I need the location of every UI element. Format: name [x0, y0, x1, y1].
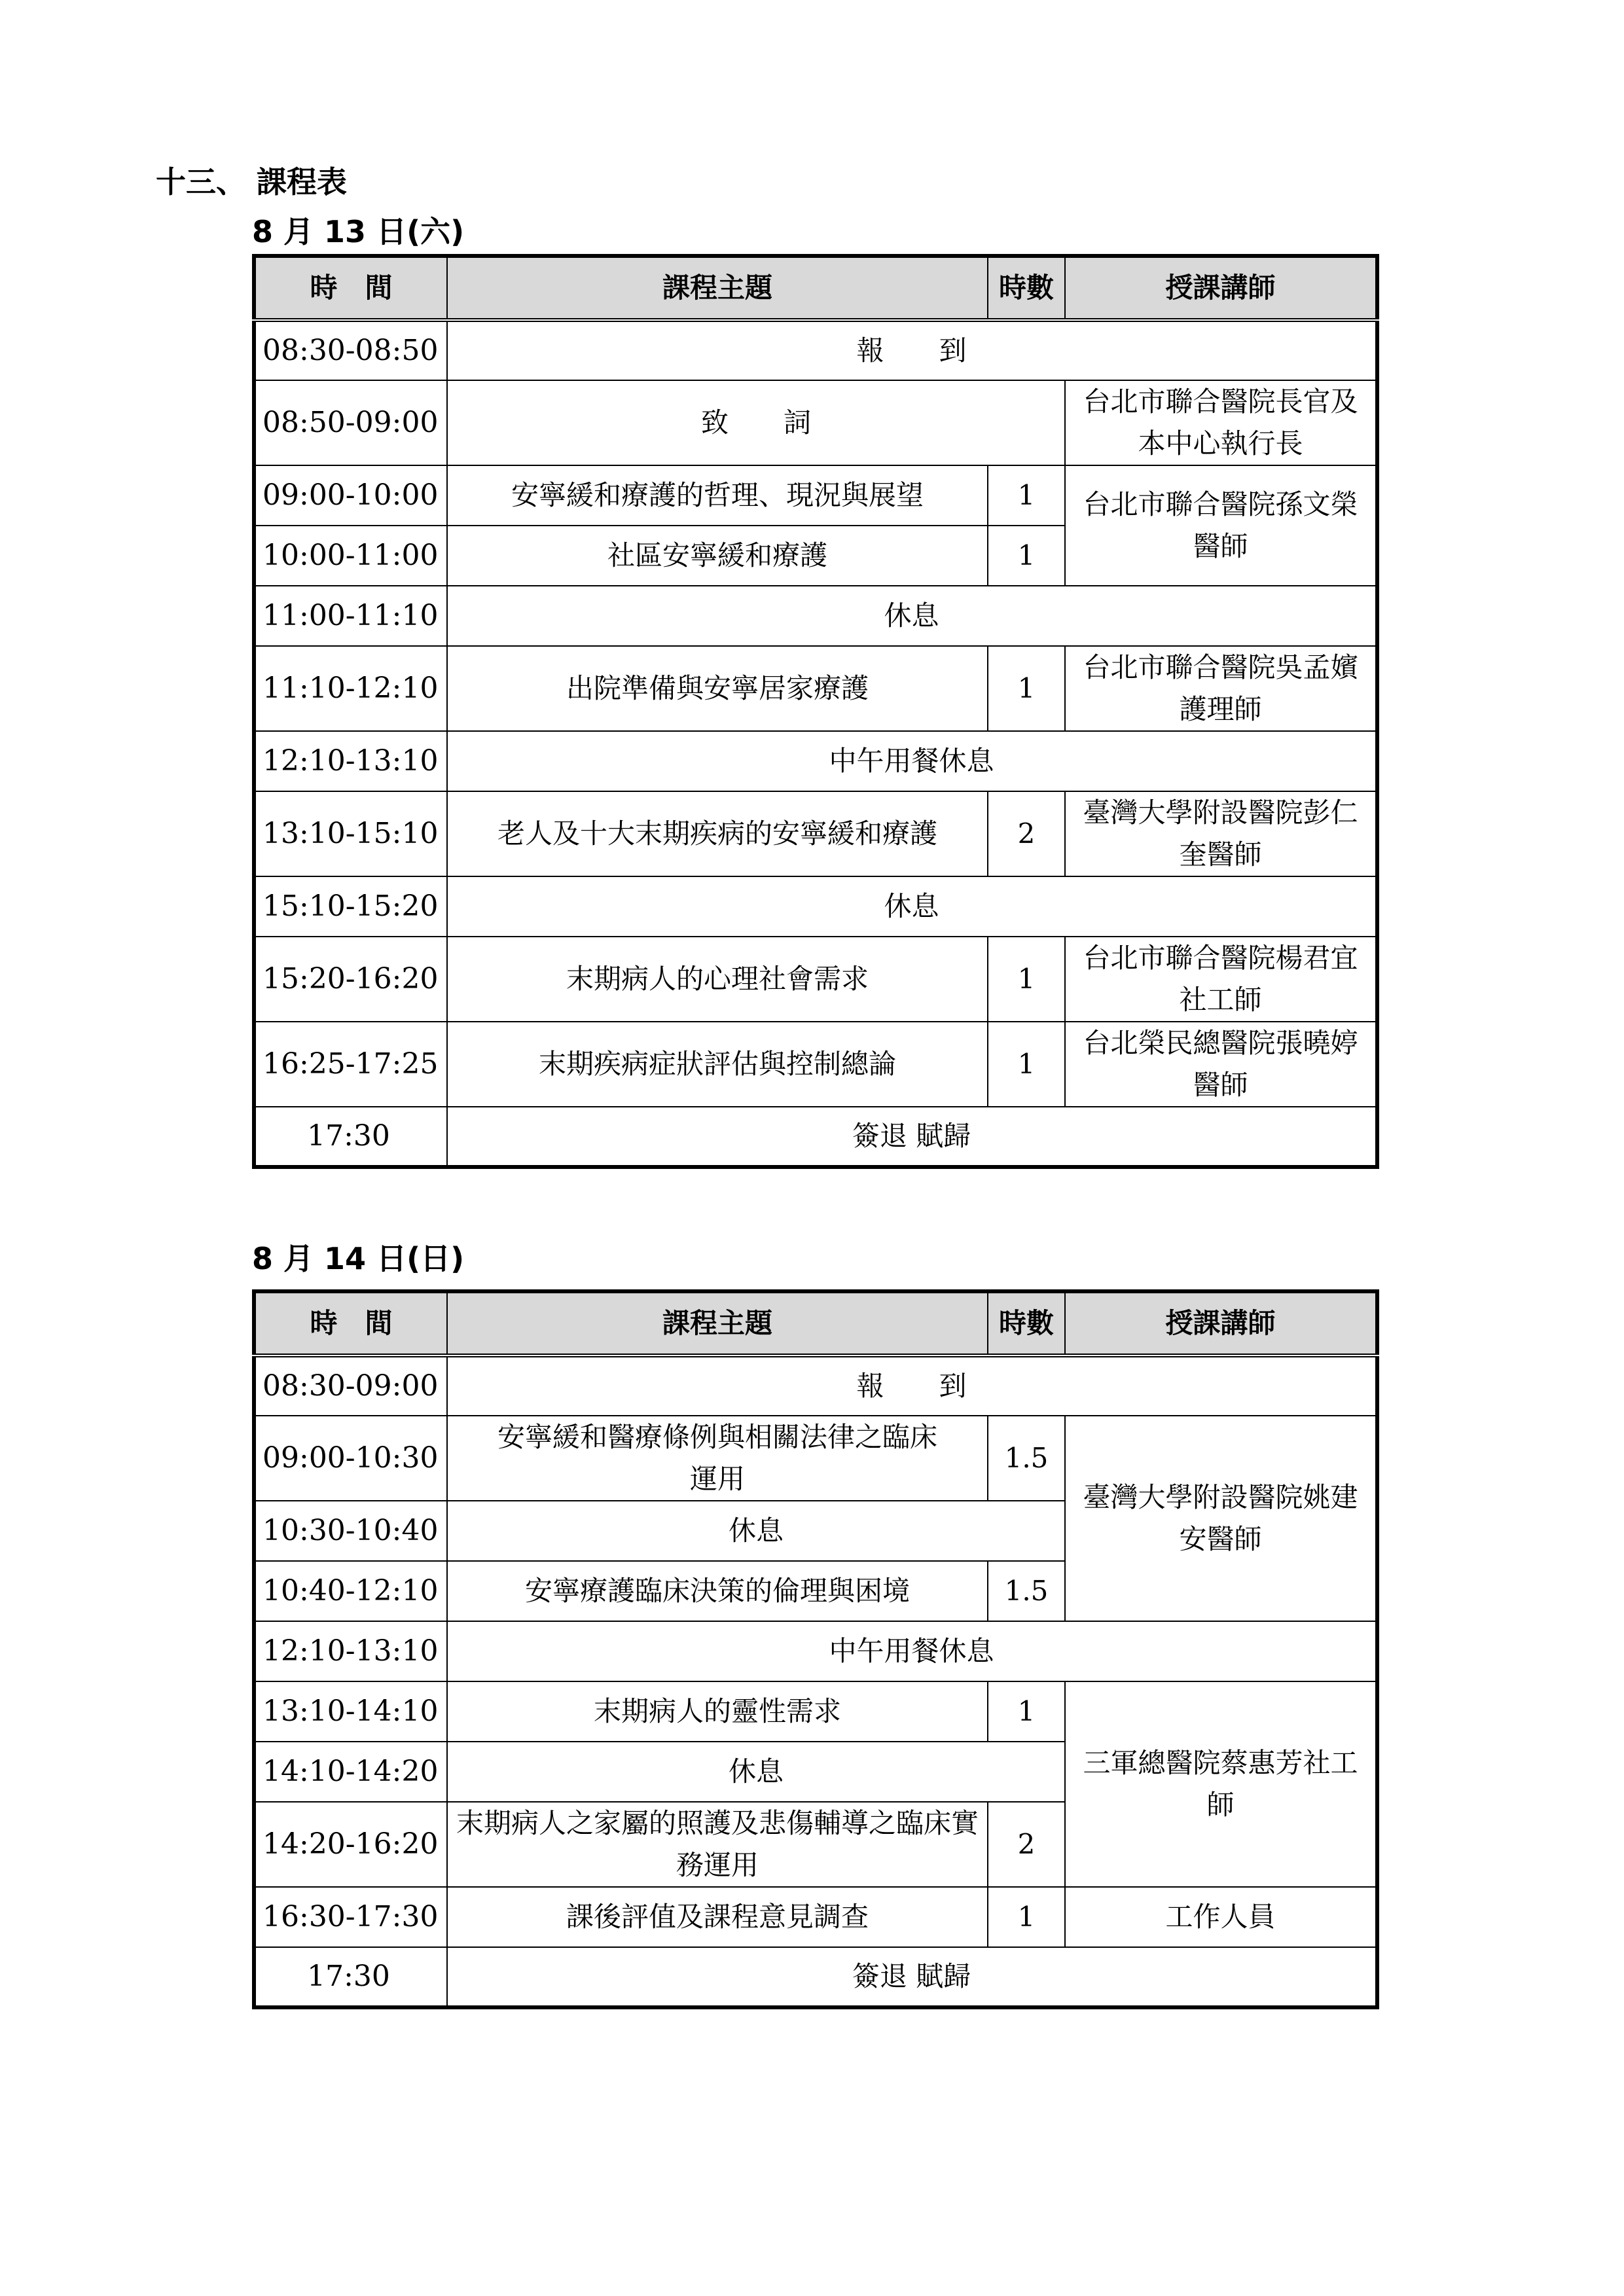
section-heading: 十三、 課程表: [156, 164, 348, 200]
table-header-row: [254, 1291, 1377, 1355]
topic-cell: 簽退 賦歸: [447, 1107, 1377, 1167]
time-cell: 12:10-13:10: [254, 1621, 447, 1681]
header-lecturer: 授課講師: [1065, 1291, 1377, 1355]
topic-cell: 報 到: [447, 320, 1377, 380]
table-row: [254, 1355, 1377, 1416]
topic-cell: 末期病人之家屬的照護及悲傷輔導之臨床實務運用: [447, 1802, 988, 1887]
day2-title: 8 月 14 日(日): [252, 1241, 465, 1276]
day2-schedule-table: [252, 1289, 1379, 2009]
topic-cell: 致 詞: [447, 380, 1065, 465]
time-cell: 17:30: [254, 1107, 447, 1167]
topic-cell: 課後評值及課程意見調查: [447, 1887, 988, 1947]
time-cell: 08:30-08:50: [254, 320, 447, 380]
hours-cell: 1: [988, 1022, 1065, 1107]
topic-cell: 休息: [447, 1501, 1065, 1561]
lecturer-cell: 台北市聯合醫院孫文榮醫師: [1065, 465, 1377, 586]
hours-cell: 1: [988, 1887, 1065, 1947]
topic-cell: 休息: [447, 1742, 1065, 1802]
table-row: [254, 646, 1377, 731]
table-row: [254, 1621, 1377, 1681]
header-time: 時 間: [254, 1291, 447, 1355]
lecturer-cell: 台北市聯合醫院長官及本中心執行長: [1065, 380, 1377, 465]
lecturer-cell: 臺灣大學附設醫院姚建安醫師: [1065, 1416, 1377, 1621]
time-cell: 12:10-13:10: [254, 731, 447, 791]
table-row: [254, 1947, 1377, 2007]
time-cell: 10:30-10:40: [254, 1501, 447, 1561]
table-row: [254, 586, 1377, 646]
lecturer-cell: 工作人員: [1065, 1887, 1377, 1947]
time-cell: 13:10-15:10: [254, 791, 447, 876]
hours-cell: 1: [988, 526, 1065, 586]
time-cell: 08:50-09:00: [254, 380, 447, 465]
hours-cell: 1: [988, 646, 1065, 731]
time-cell: 09:00-10:00: [254, 465, 447, 526]
topic-cell: 末期病人的心理社會需求: [447, 937, 988, 1022]
topic-cell: 老人及十大末期疾病的安寧緩和療護: [447, 791, 988, 876]
header-hours: 時數: [988, 256, 1065, 320]
table-row: [254, 1107, 1377, 1167]
header-lecturer: 授課講師: [1065, 256, 1377, 320]
topic-cell: 出院準備與安寧居家療護: [447, 646, 988, 731]
hours-cell: 1.5: [988, 1416, 1065, 1501]
hours-cell: 1: [988, 937, 1065, 1022]
time-cell: 14:20-16:20: [254, 1802, 447, 1887]
hours-cell: 1.5: [988, 1561, 1065, 1621]
hours-cell: 2: [988, 791, 1065, 876]
day1-title: 8 月 13 日(六): [252, 214, 465, 249]
time-cell: 11:10-12:10: [254, 646, 447, 731]
time-cell: 10:00-11:00: [254, 526, 447, 586]
lecturer-cell: 台北市聯合醫院吳孟嬪護理師: [1065, 646, 1377, 731]
time-cell: 08:30-09:00: [254, 1355, 447, 1416]
table-row: [254, 876, 1377, 937]
time-cell: 15:20-16:20: [254, 937, 447, 1022]
table-row: [254, 731, 1377, 791]
header-topic: 課程主題: [447, 1291, 988, 1355]
topic-cell: 安寧療護臨床決策的倫理與困境: [447, 1561, 988, 1621]
table-header-row: [254, 256, 1377, 320]
time-cell: 14:10-14:20: [254, 1742, 447, 1802]
time-cell: 15:10-15:20: [254, 876, 447, 937]
topic-cell: 安寧緩和療護的哲理、現況與展望: [447, 465, 988, 526]
table-row: [254, 791, 1377, 876]
table-row: [254, 380, 1377, 465]
topic-cell: 安寧緩和醫療條例與相關法律之臨床運用: [447, 1416, 988, 1501]
lecturer-cell: 台北榮民總醫院張曉婷醫師: [1065, 1022, 1377, 1107]
table-row: [254, 937, 1377, 1022]
table-row: [254, 1887, 1377, 1947]
topic-cell: 社區安寧緩和療護: [447, 526, 988, 586]
topic-cell: 末期病人的靈性需求: [447, 1681, 988, 1742]
header-hours: 時數: [988, 1291, 1065, 1355]
day1-schedule-table: [252, 254, 1379, 1169]
lecturer-cell: 三軍總醫院蔡惠芳社工師: [1065, 1681, 1377, 1887]
topic-cell: 休息: [447, 876, 1377, 937]
topic-cell: 報 到: [447, 1355, 1377, 1416]
table-row: [254, 1681, 1377, 1742]
lecturer-cell: 台北市聯合醫院楊君宜社工師: [1065, 937, 1377, 1022]
hours-cell: 1: [988, 1681, 1065, 1742]
lecturer-cell: 臺灣大學附設醫院彭仁奎醫師: [1065, 791, 1377, 876]
time-cell: 16:25-17:25: [254, 1022, 447, 1107]
hours-cell: 1: [988, 465, 1065, 526]
hours-cell: 2: [988, 1802, 1065, 1887]
topic-cell: 末期疾病症狀評估與控制總論: [447, 1022, 988, 1107]
time-cell: 17:30: [254, 1947, 447, 2007]
header-time: 時 間: [254, 256, 447, 320]
header-topic: 課程主題: [447, 256, 988, 320]
table-row: [254, 320, 1377, 380]
topic-cell: 中午用餐休息: [447, 731, 1377, 791]
time-cell: 16:30-17:30: [254, 1887, 447, 1947]
time-cell: 09:00-10:30: [254, 1416, 447, 1501]
topic-cell: 休息: [447, 586, 1377, 646]
topic-cell: 簽退 賦歸: [447, 1947, 1377, 2007]
time-cell: 11:00-11:10: [254, 586, 447, 646]
topic-cell: 中午用餐休息: [447, 1621, 1377, 1681]
table-row: [254, 465, 1377, 526]
table-row: [254, 1416, 1377, 1501]
time-cell: 13:10-14:10: [254, 1681, 447, 1742]
time-cell: 10:40-12:10: [254, 1561, 447, 1621]
table-row: [254, 1022, 1377, 1107]
